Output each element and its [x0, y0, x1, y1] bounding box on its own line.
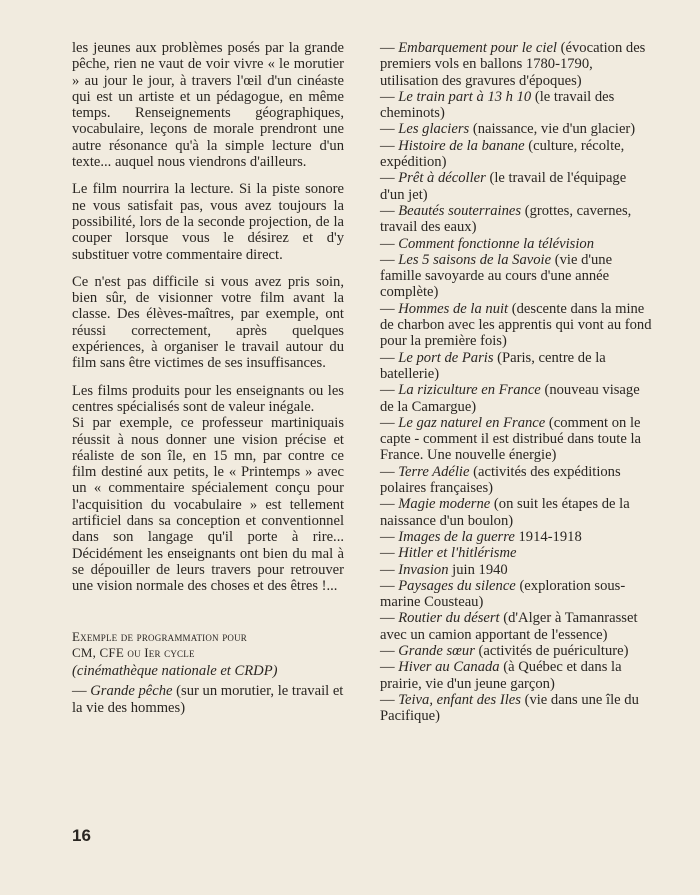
film-entry	[380, 545, 652, 561]
film-description: (à Québec et dans la prairie, vie d'un jeune garçon)	[380, 659, 622, 692]
dash: —	[380, 349, 395, 366]
film-description: (le travail des cheminots)	[380, 88, 615, 122]
film-title: Routier du désert	[398, 610, 500, 627]
film-entry	[380, 578, 652, 611]
film-entry	[380, 562, 652, 578]
dash: —	[380, 235, 395, 252]
film-description: (grottes, cavernes, travail des eaux)	[380, 202, 632, 236]
dash: —	[380, 88, 395, 105]
right-column	[380, 40, 652, 724]
film-title: Comment fonctionne la télévision	[398, 235, 595, 252]
dash: —	[380, 137, 395, 154]
page-number: 16	[72, 826, 91, 845]
paragraph-visionner: Ce n'est pas difficile si vous avez pris soin, bien sûr, de visionner votre film avant la classe. Des élèves-maîtres, par exemple, ont réussi correctement, après quelques expériences, à organiser le travail autour du film sans être victimes de ses insuffisances.	[72, 273, 344, 372]
film-entry	[380, 40, 652, 89]
film-description: (vie dans une île du Pacifique)	[380, 691, 639, 725]
dash: —	[380, 202, 395, 219]
film-entry	[380, 121, 652, 137]
film-title: Magie moderne	[398, 496, 491, 513]
dash: —	[380, 691, 395, 708]
film-title: Le port de Paris	[398, 349, 494, 366]
film-entry	[380, 382, 652, 415]
paragraph-film-lecture: Le film nourrira la lecture. Si la piste sonore ne vous satisfait pas, vous avez toujours la possibilité, lors de la seconde projection, de la couper lorsque vous le désirez et d'y substituer votre commentaire direct.	[72, 181, 344, 263]
film-entry	[380, 464, 652, 497]
film-entry	[380, 252, 652, 301]
dash: —	[380, 610, 395, 627]
dash: —	[380, 251, 395, 268]
dash: —	[380, 561, 395, 578]
film-title: Les 5 saisons de la Savoie	[398, 251, 552, 268]
film-title: Images de la guerre	[398, 528, 515, 545]
section-heading-line1: Exemple de programmation pour	[72, 628, 248, 644]
dash: —	[380, 642, 395, 659]
film-entry	[380, 415, 652, 464]
film-title: Le gaz naturel en France	[398, 414, 546, 431]
film-title: Grande sœur	[398, 642, 475, 659]
film-title: Hitler et l'hitlérisme	[398, 545, 517, 562]
film-entry	[380, 610, 652, 643]
film-entry	[380, 659, 652, 692]
film-description: (vie d'une famille savoyarde au cours d'une année complète)	[380, 251, 613, 301]
film-entry	[380, 170, 652, 203]
film-entry	[380, 496, 652, 529]
film-entry	[380, 692, 652, 725]
dash: —	[380, 528, 395, 545]
film-title: La riziculture en France	[398, 382, 541, 399]
film-title: Hiver au Canada	[398, 659, 500, 676]
paragraph-morutier: les jeunes aux problèmes posés par la grande pêche, rien ne vaut de voir vivre « le morutier » au jour le jour, à travers l'œil d'un cinéaste qui est un artiste et un pédagogue, en même temps. Renseignements géographiques, vocabulaire, leçons de morale prendront une autre résonance qu'à la simple lecture d'un texte... auquel nous viendrons d'ailleurs.	[72, 40, 344, 171]
film-entry	[380, 350, 652, 383]
dash: —	[380, 545, 395, 562]
film-title: Teiva, enfant des Iles	[398, 691, 521, 708]
film-description: (culture, récolte, expédition)	[380, 137, 625, 171]
dash: —	[380, 300, 395, 317]
film-title: Paysages du silence	[398, 577, 516, 594]
film-title: Le train part à 13 h 10	[398, 88, 532, 105]
section-heading	[72, 629, 344, 662]
film-description: (évocation des premiers vols en ballons 1780-1790, utilisation des gravures d'époques)	[380, 40, 646, 89]
film-entry	[380, 138, 652, 171]
dash: —	[380, 121, 395, 138]
film-title: Beautés souterraines	[398, 202, 522, 219]
dash: —	[72, 683, 87, 700]
dash: —	[380, 577, 395, 594]
film-entry	[380, 643, 652, 659]
film-description: (activités des expéditions polaires françaises)	[380, 463, 621, 497]
film-title: Hommes de la nuit	[398, 300, 509, 317]
film-title: Invasion	[398, 561, 449, 578]
paragraph-martiniquais: Si par exemple, ce professeur martiniquais réussit à nous donner une vision précise et réaliste de son île, en 15 mn, par contre ce film destiné aux petits, le « Printemps » avec un « commentaire spécialement conçu pour l'acquisition du vocabulaire » est tellement artificiel dans sa conception et conventionnel dans son langage qu'il porte à rire... Décidément les enseignants ont bien du mal à se dépouiller de leurs travers pour retrouver une vision normale des choses et des êtres !...	[72, 415, 344, 595]
film-description: (on suit les étapes de la naissance d'un boulon)	[380, 496, 630, 529]
film-description: (nouveau visage de la Camargue)	[380, 382, 640, 415]
film-entry	[380, 529, 652, 545]
film-entry	[380, 203, 652, 236]
film-description: (comment on le capte - comment il est distribué dans toute la France. Une nouvelle énergie)	[380, 414, 641, 464]
film-title: Embarquement pour le ciel	[398, 40, 557, 56]
dash: —	[380, 659, 395, 676]
left-column	[72, 40, 344, 716]
dash: —	[380, 170, 395, 187]
film-entry	[72, 683, 344, 716]
film-entry	[380, 89, 652, 122]
dash: —	[380, 496, 395, 513]
dash: —	[380, 414, 395, 431]
film-description: (naissance, vie d'un glacier)	[472, 121, 636, 138]
film-description: (Paris, centre de la batellerie)	[380, 349, 606, 382]
film-description: (descente dans la mine de charbon avec les apprentis qui vont au fond pour la première fois)	[380, 300, 652, 350]
film-title: Histoire de la banane	[398, 137, 525, 154]
film-entry	[380, 301, 652, 350]
dash: —	[380, 463, 395, 480]
film-entry	[380, 236, 652, 252]
film-description: (le travail de l'équipage d'un jet)	[380, 170, 627, 203]
film-title: Les glaciers	[398, 121, 470, 138]
paragraph-films-produits: Les films produits pour les enseignants ou les centres spécialisés sont de valeur inégale.	[72, 382, 344, 415]
dash: —	[380, 40, 395, 56]
film-description: juin 1940	[452, 561, 508, 578]
film-description: (sur un morutier, le travail et la vie des hommes)	[72, 683, 344, 716]
film-title: Grande pêche	[90, 683, 173, 700]
film-description: (exploration sous-marine Cousteau)	[380, 577, 626, 611]
film-description: (d'Alger à Tamanrasset avec un camion apportant de l'essence)	[380, 610, 638, 643]
film-description: (activités de puériculture)	[478, 642, 629, 659]
film-title: Terre Adélie	[398, 463, 470, 480]
film-description: 1914-1918	[518, 528, 582, 545]
section-subheading: (cinémathèque nationale et CRDP)	[72, 663, 278, 680]
film-title: Prêt à décoller	[398, 170, 486, 187]
dash: —	[380, 382, 395, 399]
section-heading-line2: CM, CFE ou Ier cycle	[72, 644, 195, 660]
